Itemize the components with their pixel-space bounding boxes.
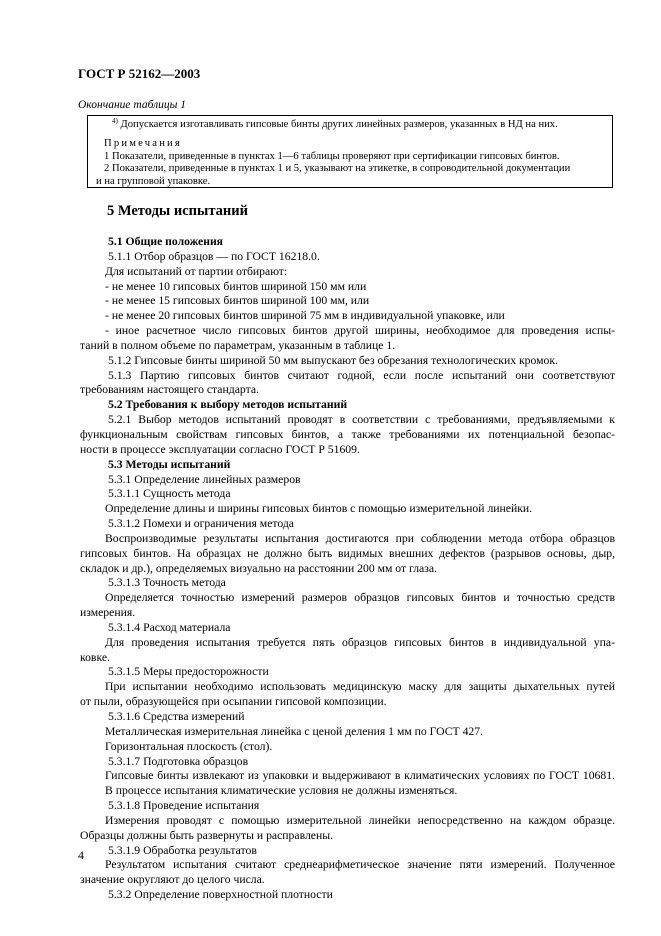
paragraph-line: 5.3.2 Определение поверхностной плотности	[108, 888, 333, 902]
paragraph-line: 5.2.1 Выбор методов испытаний проводят в соответствии с требованиями, предъявляемыми к	[108, 413, 615, 427]
paragraph-line: от пыли, образующейся при осыпании гипсовой композиции.	[80, 695, 387, 709]
paragraph-line: 5.3.1.6 Средства измерений	[108, 710, 245, 723]
paragraph-line: Для испытаний от партии отбирают:	[105, 264, 288, 278]
paragraph-line: функциональным свойствам гипсовых бинтов, а также требованиями их потенциальной безопас-	[80, 427, 615, 441]
paragraph-line: Воспроизводимые результаты испытания достигаются при соблюдении метода отбора образцов	[105, 531, 615, 545]
subsection-heading: 5.2 Требования к выбору методов испытаний	[108, 398, 348, 412]
list-item: - не менее 10 гипсовых бинтов шириной 150 мм или	[105, 279, 367, 293]
paragraph-line: измерения.	[80, 606, 136, 620]
paragraph-line: Гипсовые бинты извлекают из упаковки и выдерживают в климатических условиях по ГОСТ 10681.	[105, 769, 615, 783]
document-header: ГОСТ Р 52162—2003	[78, 66, 201, 81]
paragraph-line: 5.3.1.3 Точность метода	[108, 576, 226, 590]
paragraph-line: 5.3.1.8 Проведение испытания	[108, 799, 260, 813]
paragraph-line: Определение длины и ширины гипсовых бинтов с помощью измерительной линейки.	[105, 502, 533, 516]
paragraph-line: Металлическая измерительная линейка с ценой деления 1 мм по ГОСТ 427.	[105, 724, 484, 738]
notes-title: Примечания	[104, 138, 182, 150]
paragraph-line: значение округляют до целого числа.	[80, 873, 265, 887]
paragraph-line: Результатом испытания считают среднеарифметическое значение пяти измерений. Полученное	[105, 858, 615, 872]
paragraph-line: 5.1.3 Партию гипсовых бинтов считают годной, если после испытаний они соответствуют	[108, 368, 615, 382]
paragraph-line: В процессе испытания климатические условия не должны изменяться.	[105, 784, 458, 798]
paragraph-line: 5.3.1.4 Расход материала	[108, 620, 231, 634]
paragraph-line: 5.3.1.2 Помехи и ограничения метода	[108, 517, 294, 531]
footnote	[96, 119, 606, 131]
subsection-heading: 5.1 Общие положения	[108, 235, 224, 248]
table-caption: Окончание таблицы 1	[78, 99, 186, 111]
paragraph-line: Для проведения испытания требуется пять образцов гипсовых бинтов в индивидуальной упа-	[105, 635, 615, 649]
body-text	[80, 235, 615, 903]
paragraph-line: 5.1.1 Отбор образцов — по ГОСТ 16218.0.	[108, 249, 320, 263]
paragraph-line: требованиям настоящего стандарта.	[80, 383, 259, 397]
list-item: - не менее 15 гипсовых бинтов шириной 100 мм, или	[105, 294, 370, 308]
note-2-line-1: 2 Показатели, приведенные в пунктах 1 и 5, указывают на этикетке, в сопроводительной документации	[104, 163, 571, 175]
paragraph-line: 5.3.1.9 Обработка результатов	[108, 843, 257, 857]
paragraph-line: 5.3.1.7 Подготовка образцов	[108, 754, 249, 768]
paragraph-line: 5.3.1.5 Меры предосторожности	[108, 665, 269, 679]
paragraph-line: Измерения проводят с помощью измерительной линейки непосредственно на каждом образце.	[105, 813, 615, 827]
paragraph-line: ности в процессе эксплуатации согласно ГОСТ Р 51609.	[80, 442, 360, 456]
paragraph-line: таний в полном объеме по параметрам, указанным в таблице 1.	[80, 338, 396, 352]
paragraph-line: ковке.	[80, 650, 110, 664]
paragraph-line: Образцы должны быть развернуты и расправлены.	[80, 828, 333, 842]
list-item: - не менее 20 гипсовых бинтов шириной 75 мм в индивидуальной упаковке, или	[105, 309, 505, 323]
paragraph-line: гипсовых бинтов. На образцах не должно быть видимых внешних дефектов (разрывов основы, дыр,	[80, 546, 615, 560]
paragraph-line: 5.1.2 Гипсовые бинты шириной 50 мм выпускают без обрезания технологических кромок.	[108, 353, 558, 367]
table-note-box	[87, 115, 613, 188]
section-title: 5 Методы испытаний	[107, 203, 248, 219]
footnote-text: Допускается изготавливать гипсовые бинты других линейных размеров, указанных в НД на них.	[120, 119, 558, 130]
footnote-mark: 4)	[112, 117, 118, 125]
paragraph-line: При испытании необходимо использовать медицинскую маску для защиты дыхательных путей	[105, 680, 615, 694]
paragraph-line: 5.3.1.1 Сущность метода	[108, 487, 231, 501]
paragraph-line: складок и др.), определяемых визуально на расстоянии 200 мм от глаза.	[80, 561, 437, 575]
page-number: 4	[78, 848, 84, 862]
note-1: 1 Показатели, приведенные в пунктах 1—6 таблицы проверяют при сертификации гипсовых бинтов.	[104, 150, 560, 162]
paragraph-line: Горизонтальная плоскость (стол).	[105, 739, 273, 753]
paragraph-line: 5.3.1 Определение линейных размеров	[108, 472, 301, 486]
note-2-line-2: и на групповой упаковке.	[96, 175, 211, 187]
paragraph-line: Определяется точностью измерений размеров образцов гипсовых бинтов и точностью средств	[105, 591, 615, 605]
list-item: - иное расчетное число гипсовых бинтов другой ширины, необходимое для проведения испы-	[105, 324, 615, 338]
subsection-heading: 5.3 Методы испытаний	[108, 457, 231, 471]
